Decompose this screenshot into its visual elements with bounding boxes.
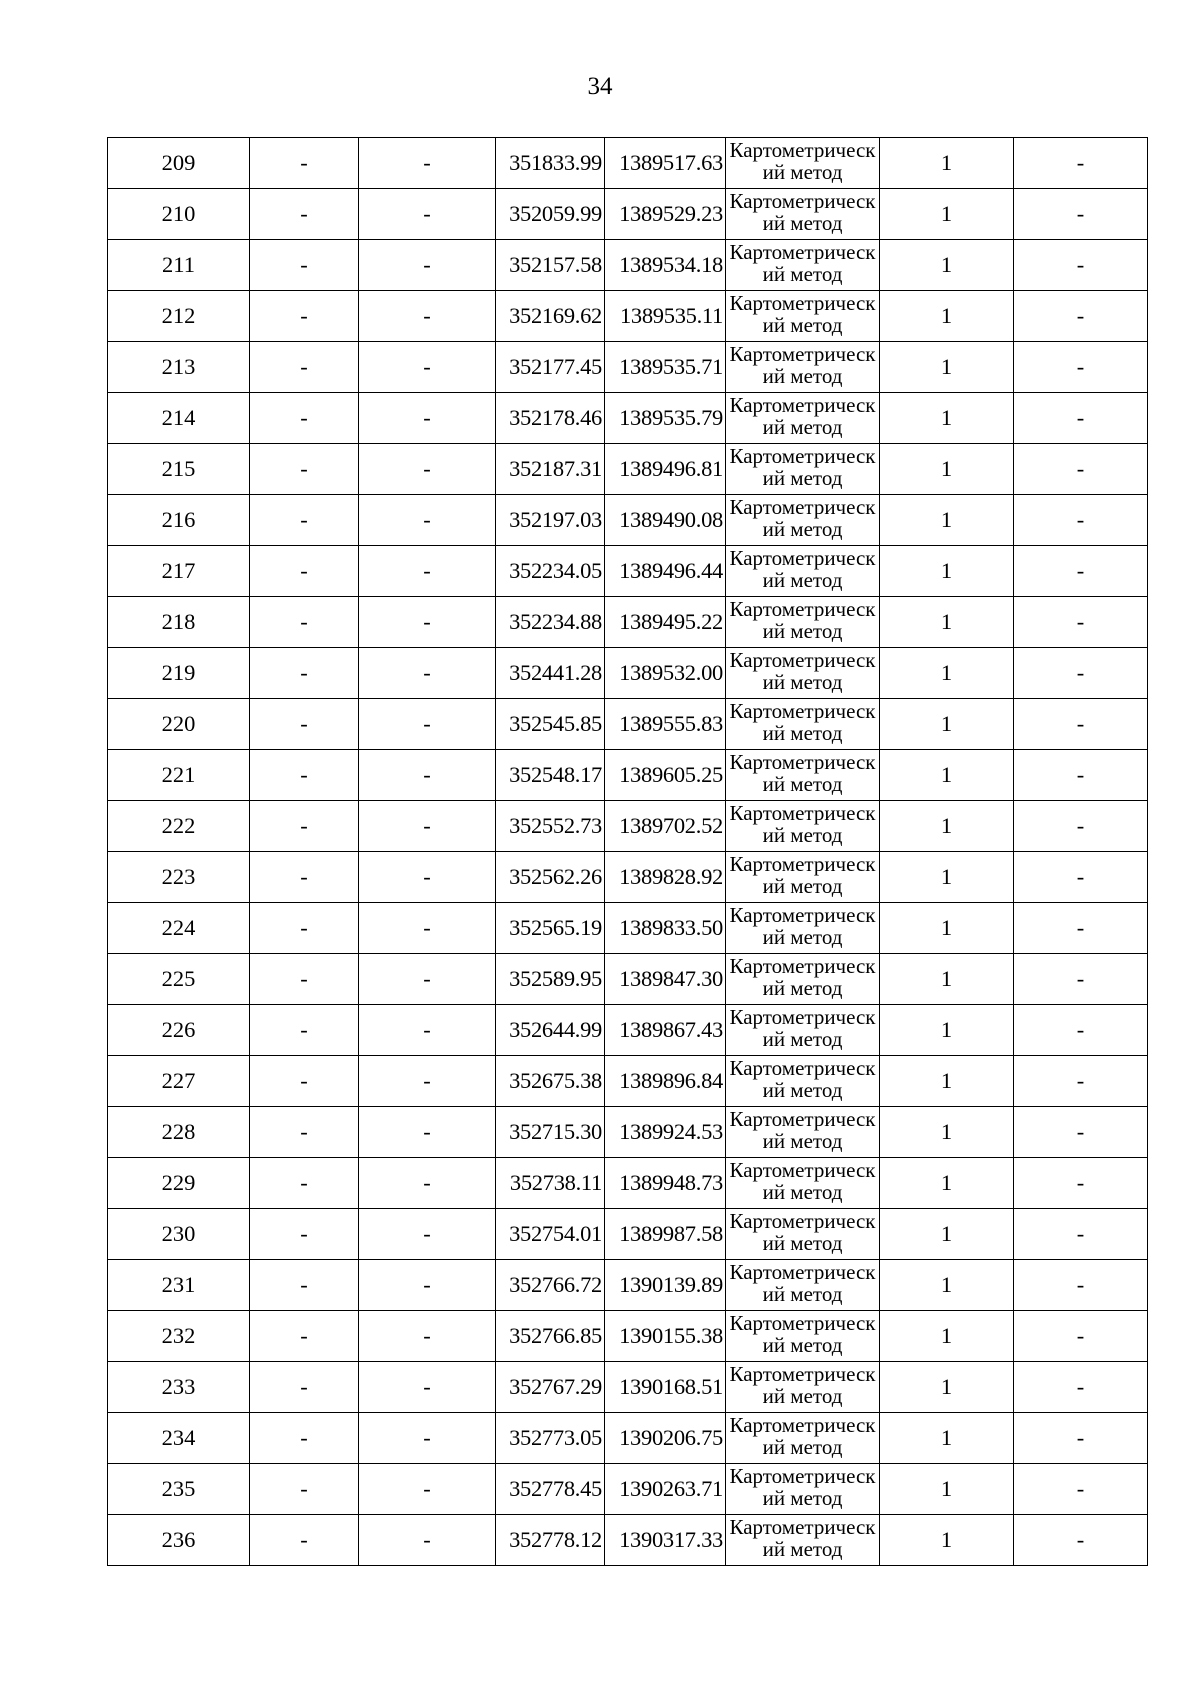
last-col-cell: - <box>1014 1464 1148 1515</box>
y-coordinate-cell: 1389702.52 <box>605 801 726 852</box>
point-number-cell: 228 <box>108 1107 250 1158</box>
col2-cell: - <box>250 750 359 801</box>
col3-cell: - <box>359 1107 496 1158</box>
point-number-cell: 217 <box>108 546 250 597</box>
y-coordinate-cell: 1389496.81 <box>605 444 726 495</box>
point-number-cell: 233 <box>108 1362 250 1413</box>
col3-cell: - <box>359 1260 496 1311</box>
col2-cell: - <box>250 1209 359 1260</box>
method-text: Картометрический метод <box>729 1261 876 1306</box>
table-row <box>108 1260 1148 1311</box>
method-cell <box>726 444 880 495</box>
col3-cell: - <box>359 1413 496 1464</box>
last-col-cell: - <box>1014 1005 1148 1056</box>
table-row <box>108 291 1148 342</box>
y-coordinate-cell: 1389987.58 <box>605 1209 726 1260</box>
y-coordinate-cell: 1390168.51 <box>605 1362 726 1413</box>
x-coordinate-cell: 352059.99 <box>496 189 605 240</box>
method-cell <box>726 648 880 699</box>
method-cell <box>726 1260 880 1311</box>
col2-cell: - <box>250 597 359 648</box>
accuracy-cell: 1 <box>880 1260 1014 1311</box>
col2-cell: - <box>250 393 359 444</box>
x-coordinate-cell: 352178.46 <box>496 393 605 444</box>
x-coordinate-cell: 352197.03 <box>496 495 605 546</box>
last-col-cell: - <box>1014 189 1148 240</box>
point-number-cell: 223 <box>108 852 250 903</box>
x-coordinate-cell: 351833.99 <box>496 138 605 189</box>
method-text: Картометрический метод <box>729 547 876 592</box>
col2-cell: - <box>250 1515 359 1566</box>
table-row <box>108 240 1148 291</box>
table-row <box>108 495 1148 546</box>
table-row <box>108 1209 1148 1260</box>
y-coordinate-cell: 1389867.43 <box>605 1005 726 1056</box>
col2-cell: - <box>250 1056 359 1107</box>
method-cell <box>726 393 880 444</box>
method-text: Картометрический метод <box>729 1516 876 1561</box>
last-col-cell: - <box>1014 240 1148 291</box>
col3-cell: - <box>359 699 496 750</box>
accuracy-cell: 1 <box>880 1005 1014 1056</box>
table-row <box>108 954 1148 1005</box>
col2-cell: - <box>250 852 359 903</box>
y-coordinate-cell: 1389529.23 <box>605 189 726 240</box>
point-number-cell: 235 <box>108 1464 250 1515</box>
method-text: Картометрический метод <box>729 802 876 847</box>
method-text: Картометрический метод <box>729 190 876 235</box>
last-col-cell: - <box>1014 1413 1148 1464</box>
method-cell <box>726 801 880 852</box>
method-cell <box>726 342 880 393</box>
accuracy-cell: 1 <box>880 291 1014 342</box>
col2-cell: - <box>250 801 359 852</box>
table-body <box>108 138 1148 1566</box>
accuracy-cell: 1 <box>880 240 1014 291</box>
table-row <box>108 138 1148 189</box>
table-row <box>108 393 1148 444</box>
table-row <box>108 597 1148 648</box>
x-coordinate-cell: 352773.05 <box>496 1413 605 1464</box>
col3-cell: - <box>359 954 496 1005</box>
col3-cell: - <box>359 1056 496 1107</box>
table-row <box>108 1464 1148 1515</box>
y-coordinate-cell: 1389490.08 <box>605 495 726 546</box>
method-cell <box>726 1413 880 1464</box>
col3-cell: - <box>359 648 496 699</box>
last-col-cell: - <box>1014 801 1148 852</box>
col2-cell: - <box>250 1158 359 1209</box>
method-cell <box>726 1158 880 1209</box>
accuracy-cell: 1 <box>880 1209 1014 1260</box>
point-number-cell: 209 <box>108 138 250 189</box>
y-coordinate-cell: 1390139.89 <box>605 1260 726 1311</box>
last-col-cell: - <box>1014 699 1148 750</box>
point-number-cell: 227 <box>108 1056 250 1107</box>
x-coordinate-cell: 352754.01 <box>496 1209 605 1260</box>
x-coordinate-cell: 352589.95 <box>496 954 605 1005</box>
y-coordinate-cell: 1389535.11 <box>605 291 726 342</box>
col3-cell: - <box>359 342 496 393</box>
y-coordinate-cell: 1389605.25 <box>605 750 726 801</box>
col3-cell: - <box>359 189 496 240</box>
x-coordinate-cell: 352766.72 <box>496 1260 605 1311</box>
method-cell <box>726 291 880 342</box>
y-coordinate-cell: 1389948.73 <box>605 1158 726 1209</box>
col2-cell: - <box>250 1260 359 1311</box>
col3-cell: - <box>359 801 496 852</box>
accuracy-cell: 1 <box>880 1158 1014 1209</box>
last-col-cell: - <box>1014 1056 1148 1107</box>
y-coordinate-cell: 1389535.79 <box>605 393 726 444</box>
method-text: Картометрический метод <box>729 700 876 745</box>
col3-cell: - <box>359 597 496 648</box>
table-row <box>108 189 1148 240</box>
method-cell <box>726 1464 880 1515</box>
method-text: Картометрический метод <box>729 1414 876 1459</box>
y-coordinate-cell: 1390317.33 <box>605 1515 726 1566</box>
x-coordinate-cell: 352766.85 <box>496 1311 605 1362</box>
accuracy-cell: 1 <box>880 597 1014 648</box>
table-row <box>108 801 1148 852</box>
point-number-cell: 225 <box>108 954 250 1005</box>
point-number-cell: 215 <box>108 444 250 495</box>
x-coordinate-cell: 352565.19 <box>496 903 605 954</box>
coordinates-table <box>107 137 1148 1566</box>
last-col-cell: - <box>1014 1311 1148 1362</box>
y-coordinate-cell: 1389555.83 <box>605 699 726 750</box>
method-text: Картометрический метод <box>729 904 876 949</box>
col2-cell: - <box>250 1311 359 1362</box>
table-row <box>108 1311 1148 1362</box>
point-number-cell: 218 <box>108 597 250 648</box>
col3-cell: - <box>359 291 496 342</box>
table-row <box>108 699 1148 750</box>
method-cell <box>726 597 880 648</box>
y-coordinate-cell: 1389924.53 <box>605 1107 726 1158</box>
last-col-cell: - <box>1014 1515 1148 1566</box>
method-cell <box>726 1056 880 1107</box>
point-number-cell: 213 <box>108 342 250 393</box>
col3-cell: - <box>359 1209 496 1260</box>
x-coordinate-cell: 352778.12 <box>496 1515 605 1566</box>
method-cell <box>726 903 880 954</box>
x-coordinate-cell: 352778.45 <box>496 1464 605 1515</box>
table-row <box>108 750 1148 801</box>
method-text: Картометрический метод <box>729 751 876 796</box>
accuracy-cell: 1 <box>880 1107 1014 1158</box>
col3-cell: - <box>359 903 496 954</box>
method-text: Картометрический метод <box>729 292 876 337</box>
point-number-cell: 230 <box>108 1209 250 1260</box>
x-coordinate-cell: 352548.17 <box>496 750 605 801</box>
method-cell <box>726 750 880 801</box>
last-col-cell: - <box>1014 954 1148 1005</box>
method-text: Картометрический метод <box>729 955 876 1000</box>
last-col-cell: - <box>1014 1260 1148 1311</box>
method-cell <box>726 1362 880 1413</box>
table-row <box>108 546 1148 597</box>
accuracy-cell: 1 <box>880 393 1014 444</box>
accuracy-cell: 1 <box>880 138 1014 189</box>
y-coordinate-cell: 1390155.38 <box>605 1311 726 1362</box>
col2-cell: - <box>250 240 359 291</box>
last-col-cell: - <box>1014 852 1148 903</box>
method-text: Картометрический метод <box>729 1006 876 1051</box>
accuracy-cell: 1 <box>880 1515 1014 1566</box>
col2-cell: - <box>250 648 359 699</box>
method-cell <box>726 495 880 546</box>
col3-cell: - <box>359 852 496 903</box>
point-number-cell: 220 <box>108 699 250 750</box>
point-number-cell: 214 <box>108 393 250 444</box>
last-col-cell: - <box>1014 546 1148 597</box>
method-cell <box>726 1209 880 1260</box>
table-row <box>108 1413 1148 1464</box>
method-cell <box>726 1515 880 1566</box>
last-col-cell: - <box>1014 342 1148 393</box>
method-text: Картометрический метод <box>729 853 876 898</box>
method-text: Картометрический метод <box>729 241 876 286</box>
table-row <box>108 852 1148 903</box>
accuracy-cell: 1 <box>880 546 1014 597</box>
x-coordinate-cell: 352715.30 <box>496 1107 605 1158</box>
accuracy-cell: 1 <box>880 444 1014 495</box>
x-coordinate-cell: 352441.28 <box>496 648 605 699</box>
y-coordinate-cell: 1389495.22 <box>605 597 726 648</box>
method-cell <box>726 852 880 903</box>
x-coordinate-cell: 352552.73 <box>496 801 605 852</box>
x-coordinate-cell: 352644.99 <box>496 1005 605 1056</box>
point-number-cell: 212 <box>108 291 250 342</box>
table-row <box>108 648 1148 699</box>
accuracy-cell: 1 <box>880 852 1014 903</box>
method-cell <box>726 189 880 240</box>
last-col-cell: - <box>1014 393 1148 444</box>
point-number-cell: 210 <box>108 189 250 240</box>
x-coordinate-cell: 352157.58 <box>496 240 605 291</box>
accuracy-cell: 1 <box>880 1311 1014 1362</box>
point-number-cell: 229 <box>108 1158 250 1209</box>
col3-cell: - <box>359 444 496 495</box>
method-text: Картометрический метод <box>729 445 876 490</box>
accuracy-cell: 1 <box>880 648 1014 699</box>
accuracy-cell: 1 <box>880 750 1014 801</box>
method-text: Картометрический метод <box>729 139 876 184</box>
x-coordinate-cell: 352187.31 <box>496 444 605 495</box>
point-number-cell: 232 <box>108 1311 250 1362</box>
method-cell <box>726 699 880 750</box>
method-cell <box>726 954 880 1005</box>
y-coordinate-cell: 1390263.71 <box>605 1464 726 1515</box>
col2-cell: - <box>250 699 359 750</box>
method-text: Картометрический метод <box>729 1057 876 1102</box>
method-cell <box>726 138 880 189</box>
accuracy-cell: 1 <box>880 801 1014 852</box>
col2-cell: - <box>250 189 359 240</box>
y-coordinate-cell: 1389833.50 <box>605 903 726 954</box>
accuracy-cell: 1 <box>880 342 1014 393</box>
point-number-cell: 226 <box>108 1005 250 1056</box>
col2-cell: - <box>250 1005 359 1056</box>
method-cell <box>726 1107 880 1158</box>
table-row <box>108 1107 1148 1158</box>
last-col-cell: - <box>1014 495 1148 546</box>
accuracy-cell: 1 <box>880 189 1014 240</box>
col3-cell: - <box>359 1362 496 1413</box>
x-coordinate-cell: 352234.88 <box>496 597 605 648</box>
point-number-cell: 216 <box>108 495 250 546</box>
col2-cell: - <box>250 342 359 393</box>
last-col-cell: - <box>1014 1107 1148 1158</box>
last-col-cell: - <box>1014 648 1148 699</box>
method-text: Картометрический метод <box>729 1108 876 1153</box>
last-col-cell: - <box>1014 1209 1148 1260</box>
last-col-cell: - <box>1014 291 1148 342</box>
table-row <box>108 444 1148 495</box>
col2-cell: - <box>250 138 359 189</box>
x-coordinate-cell: 352675.38 <box>496 1056 605 1107</box>
last-col-cell: - <box>1014 444 1148 495</box>
accuracy-cell: 1 <box>880 699 1014 750</box>
table-row <box>108 1362 1148 1413</box>
page-number: 34 <box>587 73 613 100</box>
last-col-cell: - <box>1014 1362 1148 1413</box>
method-text: Картометрический метод <box>729 1363 876 1408</box>
y-coordinate-cell: 1390206.75 <box>605 1413 726 1464</box>
point-number-cell: 222 <box>108 801 250 852</box>
method-cell <box>726 1311 880 1362</box>
col2-cell: - <box>250 546 359 597</box>
table-row <box>108 1005 1148 1056</box>
method-text: Картометрический метод <box>729 1465 876 1510</box>
method-text: Картометрический метод <box>729 1312 876 1357</box>
y-coordinate-cell: 1389517.63 <box>605 138 726 189</box>
col2-cell: - <box>250 444 359 495</box>
method-text: Картометрический метод <box>729 343 876 388</box>
last-col-cell: - <box>1014 597 1148 648</box>
col3-cell: - <box>359 138 496 189</box>
col3-cell: - <box>359 495 496 546</box>
table-row <box>108 903 1148 954</box>
point-number-cell: 234 <box>108 1413 250 1464</box>
y-coordinate-cell: 1389534.18 <box>605 240 726 291</box>
method-text: Картометрический метод <box>729 1210 876 1255</box>
method-text: Картометрический метод <box>729 649 876 694</box>
x-coordinate-cell: 352738.11 <box>496 1158 605 1209</box>
x-coordinate-cell: 352169.62 <box>496 291 605 342</box>
table-row <box>108 1515 1148 1566</box>
col3-cell: - <box>359 1515 496 1566</box>
col3-cell: - <box>359 546 496 597</box>
last-col-cell: - <box>1014 750 1148 801</box>
x-coordinate-cell: 352767.29 <box>496 1362 605 1413</box>
accuracy-cell: 1 <box>880 1413 1014 1464</box>
method-cell <box>726 240 880 291</box>
x-coordinate-cell: 352234.05 <box>496 546 605 597</box>
col3-cell: - <box>359 240 496 291</box>
x-coordinate-cell: 352545.85 <box>496 699 605 750</box>
point-number-cell: 224 <box>108 903 250 954</box>
point-number-cell: 231 <box>108 1260 250 1311</box>
y-coordinate-cell: 1389896.84 <box>605 1056 726 1107</box>
accuracy-cell: 1 <box>880 1464 1014 1515</box>
col2-cell: - <box>250 903 359 954</box>
method-text: Картометрический метод <box>729 1159 876 1204</box>
accuracy-cell: 1 <box>880 1362 1014 1413</box>
col3-cell: - <box>359 750 496 801</box>
last-col-cell: - <box>1014 1158 1148 1209</box>
col3-cell: - <box>359 1464 496 1515</box>
y-coordinate-cell: 1389535.71 <box>605 342 726 393</box>
col2-cell: - <box>250 291 359 342</box>
last-col-cell: - <box>1014 903 1148 954</box>
col3-cell: - <box>359 1311 496 1362</box>
col2-cell: - <box>250 1413 359 1464</box>
col3-cell: - <box>359 1158 496 1209</box>
point-number-cell: 211 <box>108 240 250 291</box>
y-coordinate-cell: 1389828.92 <box>605 852 726 903</box>
accuracy-cell: 1 <box>880 1056 1014 1107</box>
col2-cell: - <box>250 954 359 1005</box>
method-cell <box>726 546 880 597</box>
table-row <box>108 342 1148 393</box>
method-text: Картометрический метод <box>729 394 876 439</box>
x-coordinate-cell: 352177.45 <box>496 342 605 393</box>
col3-cell: - <box>359 1005 496 1056</box>
point-number-cell: 219 <box>108 648 250 699</box>
table-row <box>108 1158 1148 1209</box>
col2-cell: - <box>250 1464 359 1515</box>
method-text: Картометрический метод <box>729 598 876 643</box>
col2-cell: - <box>250 495 359 546</box>
accuracy-cell: 1 <box>880 954 1014 1005</box>
col2-cell: - <box>250 1362 359 1413</box>
accuracy-cell: 1 <box>880 495 1014 546</box>
x-coordinate-cell: 352562.26 <box>496 852 605 903</box>
point-number-cell: 236 <box>108 1515 250 1566</box>
col3-cell: - <box>359 393 496 444</box>
col2-cell: - <box>250 1107 359 1158</box>
method-text: Картометрический метод <box>729 496 876 541</box>
y-coordinate-cell: 1389847.30 <box>605 954 726 1005</box>
last-col-cell: - <box>1014 138 1148 189</box>
point-number-cell: 221 <box>108 750 250 801</box>
table-row <box>108 1056 1148 1107</box>
y-coordinate-cell: 1389532.00 <box>605 648 726 699</box>
accuracy-cell: 1 <box>880 903 1014 954</box>
y-coordinate-cell: 1389496.44 <box>605 546 726 597</box>
method-cell <box>726 1005 880 1056</box>
